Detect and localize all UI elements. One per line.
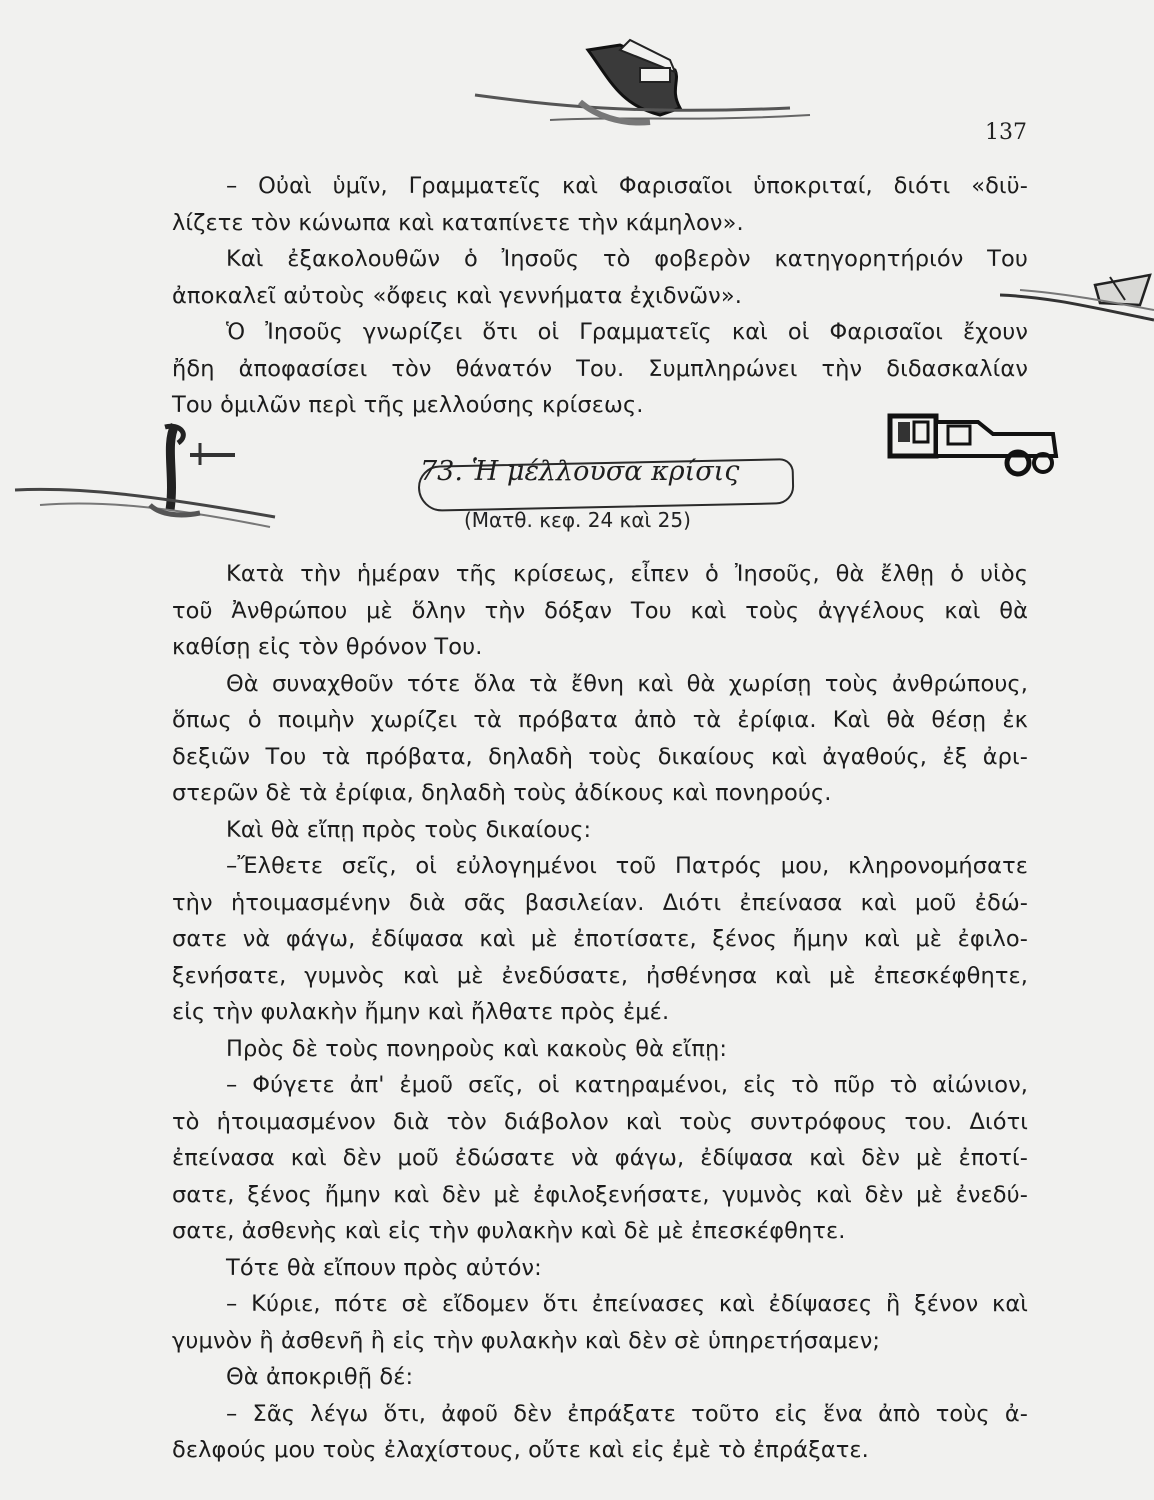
text-line: Ὁ Ἰησοῦς γνωρίζει ὅτι οἱ Γραμματεῖς καὶ οἱ Φαρισαῖοι ἔχουν — [226, 319, 1028, 345]
text-line: Καὶ ἐξακολουθῶν ὁ Ἰησοῦς τὸ φοβερὸν κατηγορητήριόν Του — [226, 246, 1028, 272]
text-line: – Σᾶς λέγω ὅτι, ἀφοῦ δὲν ἐπράξατε τοῦτο εἰς ἕνα ἀπὸ τοὺς ἀ- — [226, 1400, 1028, 1427]
text-line: ξενήσατε, γυμνὸς καὶ μὲ ἐνεδύσατε, ἠσθένησα καὶ μὲ ἐπεσκέφθητε, — [172, 962, 1028, 989]
text-line: – Φύγετε ἀπ' ἐμοῦ σεῖς, οἱ κατηραμένοι, εἰς τὸ πῦρ τὸ αἰώνιον, — [226, 1072, 1028, 1098]
text-line: τὴν ἡτοιμασμένην διὰ σᾶς βασιλείαν. Διότι ἐπείνασα καὶ μοῦ ἐδώ- — [172, 889, 1028, 916]
text-line: – Κύριε, πότε σὲ εἴδομεν ὅτι ἐπείνασες καὶ ἐδίψασες ἢ ξένον καὶ — [226, 1291, 1028, 1317]
section-title: 73. Ἡ μέλλουσα κρίσις — [420, 456, 740, 487]
text-line: καθίσῃ εἰς τὸν θρόνον Του. — [172, 634, 483, 660]
boat-doodle-icon — [470, 20, 830, 140]
text-line: εἰς τὴν φυλακὴν ἤμην καὶ ἤλθατε πρὸς ἐμέ. — [172, 999, 670, 1025]
text-line: λίζετε τὸν κώνωπα καὶ καταπίνετε τὴν κάμηλον». — [172, 209, 744, 236]
text-line: τοῦ Ἀνθρώπου μὲ ὅλην τὴν δόξαν Του καὶ τοὺς ἀγγέλους καὶ θὰ — [172, 597, 1028, 624]
text-line: Θὰ ἀποκριθῇ δέ: — [226, 1364, 414, 1390]
text-line: – Οὐαὶ ὑμῖν, Γραμματεῖς καὶ Φαρισαῖοι ὑποκριταί, διότι «διϋ- — [226, 173, 1028, 199]
text-line: τὸ ἡτοιμασμένον διὰ τὸν διάβολον καὶ τοὺς συντρόφους του. Διότι — [172, 1108, 1028, 1135]
text-line: ἀποκαλεῖ αὐτοὺς «ὄφεις καὶ γεννήματα ἐχιδνῶν». — [172, 282, 742, 309]
text-line: Καὶ θὰ εἴπῃ πρὸς τοὺς δικαίους: — [226, 816, 592, 843]
text-line: –Ἔλθετε σεῖς, οἱ εὐλογημένοι τοῦ Πατρός μου, κληρονομήσατε — [226, 853, 1028, 879]
text-line: δελφούς μου τοὺς ἐλαχίστους, οὔτε καὶ εἰς ἐμὲ τὸ ἐπράξατε. — [172, 1437, 869, 1463]
text-line: σατε, ξένος ἤμην καὶ δὲν μὲ ἐφιλοξενήσατε, γυμνὸς καὶ δὲν μὲ ἐνεδύ- — [172, 1181, 1028, 1208]
section-reference: (Ματθ. κεφ. 24 καὶ 25) — [464, 508, 691, 532]
text-line: δεξιῶν Του τὰ πρόβατα, δηλαδὴ τοὺς δικαίους καὶ ἀγαθούς, ἐξ ἀρι- — [172, 743, 1028, 770]
text-line: ὅπως ὁ ποιμὴν χωρίζει τὰ πρόβατα ἀπὸ τὰ ἐρίφια. Καὶ θὰ θέσῃ ἐκ — [172, 707, 1028, 733]
text-line: ἤδη ἀποφασίσει τὸν θάνατόν Του. Συμπληρώνει τὴν διδασκαλίαν — [172, 355, 1028, 382]
text-line: γυμνὸν ἢ ἀσθενῆ ἢ εἰς τὴν φυλακὴν καὶ δὲν σὲ ὑπηρετήσαμεν; — [172, 1327, 881, 1354]
text-line: Τότε θὰ εἴπουν πρὸς αὐτόν: — [226, 1254, 542, 1281]
text-line: σατε, ἀσθενὴς καὶ εἰς τὴν φυλακὴν καὶ δὲ μὲ ἐπεσκέφθητε. — [172, 1218, 846, 1244]
text-line: σατε νὰ φάγω, ἐδίψασα καὶ μὲ ἐποτίσατε, ξένος ἤμην καὶ μὲ ἐφιλο- — [172, 926, 1028, 952]
text-line: Του ὁμιλῶν περὶ τῆς μελλούσης κρίσεως. — [172, 392, 644, 418]
text-line: ἐπείνασα καὶ δὲν μοῦ ἐδώσατε νὰ φάγω, ἐδίψασα καὶ δὲν μὲ ἐποτί- — [172, 1145, 1028, 1171]
text-line: Πρὸς δὲ τοὺς πονηροὺς καὶ κακοὺς θὰ εἴπῃ: — [226, 1035, 728, 1062]
text-line: στερῶν δὲ τὰ ἐρίφια, δηλαδὴ τοὺς ἀδίκους καὶ πονηρούς. — [172, 780, 832, 806]
text-line: Θὰ συναχθοῦν τότε ὅλα τὰ ἔθνη καὶ θὰ χωρίσῃ τοὺς ἀνθρώπους, — [226, 670, 1028, 697]
page-number: 137 — [985, 120, 1027, 145]
text-line: Κατὰ τὴν ἡμέραν τῆς κρίσεως, εἶπεν ὁ Ἰησοῦς, θὰ ἔλθῃ ὁ υἱὸς — [226, 561, 1028, 587]
intro-text — [172, 168, 1028, 424]
anchor-doodle-icon — [0, 415, 290, 530]
body-text — [172, 556, 1028, 1469]
